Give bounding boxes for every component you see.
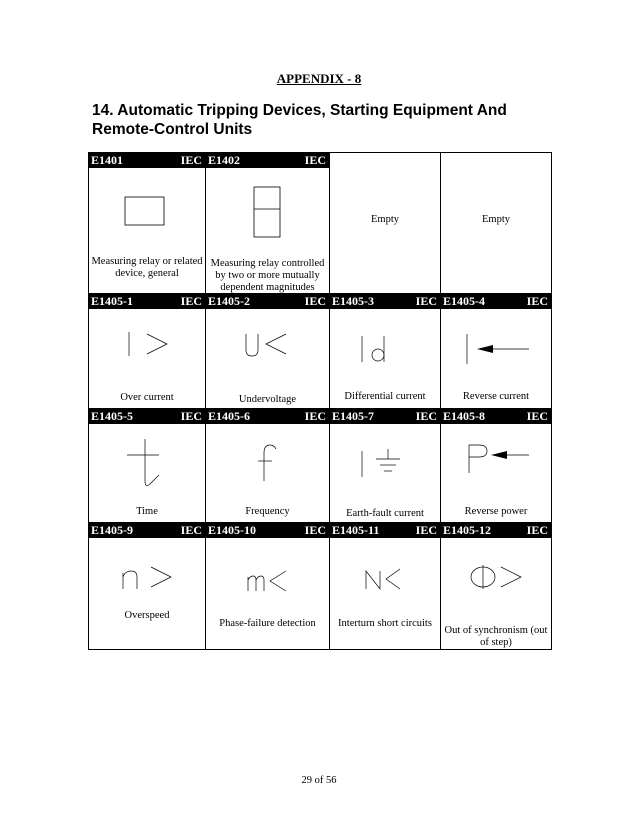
- cell-header: [89, 153, 205, 168]
- cell-standard: IEC: [415, 409, 437, 423]
- cell-caption: Frequency: [245, 506, 290, 517]
- cell-caption: Out of synchronism (out of step): [444, 625, 548, 648]
- cell-code: E1405-12: [443, 523, 491, 537]
- phase-failure-symbol: [206, 565, 329, 605]
- cell-caption: Reverse power: [464, 506, 528, 517]
- cell-header: [206, 294, 329, 309]
- cell-header: [330, 409, 440, 424]
- cell-caption: Measuring relay controlled by two or more mutually dependent magnitudes: [210, 258, 325, 293]
- cell-header: [441, 409, 551, 424]
- cell-caption: Measuring relay or related device, general: [91, 256, 203, 279]
- page-number: 29 of 56: [301, 775, 337, 786]
- cell-standard: IEC: [526, 294, 548, 308]
- symbol-cell-empty: [330, 153, 440, 293]
- symbol-cell-e1405-11: [330, 523, 440, 649]
- symbol-cell-e1405-9: [89, 523, 205, 649]
- reverse-power-symbol: [441, 439, 551, 479]
- out-of-synchronism-symbol: [441, 561, 551, 601]
- overcurrent-symbol: [89, 326, 205, 366]
- cell-standard: IEC: [526, 523, 548, 537]
- cell-code: E1405-1: [91, 294, 133, 308]
- interturn-short-symbol: [330, 563, 440, 603]
- symbol-cell-e1401: [89, 153, 205, 293]
- symbol-cell-e1405-1: [89, 294, 205, 408]
- cell-standard: IEC: [304, 153, 326, 167]
- time-symbol: [89, 435, 205, 495]
- cell-code: E1405-7: [332, 409, 374, 423]
- cell-code: E1405-10: [208, 523, 256, 537]
- cell-header: [206, 409, 329, 424]
- cell-caption: Phase-failure detection: [219, 618, 316, 629]
- cell-caption: Differential current: [344, 391, 426, 402]
- cell-caption: Time: [136, 506, 158, 517]
- cell-standard: IEC: [180, 294, 202, 308]
- cell-caption: Earth-fault current: [346, 508, 424, 519]
- cell-standard: IEC: [304, 409, 326, 423]
- cell-standard: IEC: [180, 523, 202, 537]
- cell-standard: IEC: [304, 294, 326, 308]
- symbol-cell-e1405-12: [441, 523, 551, 649]
- frequency-symbol: [206, 439, 329, 489]
- cell-code: E1405-11: [332, 523, 380, 537]
- cell-header: [206, 153, 329, 168]
- cell-code: E1405-2: [208, 294, 250, 308]
- cell-caption: Overspeed: [124, 610, 170, 621]
- cell-header: [330, 294, 440, 309]
- symbol-cell-e1405-10: [206, 523, 329, 649]
- overspeed-symbol: [89, 561, 205, 601]
- symbol-table: [88, 152, 552, 650]
- cell-standard: IEC: [526, 409, 548, 423]
- cell-standard: IEC: [180, 153, 202, 167]
- undervoltage-symbol: [206, 326, 329, 366]
- symbol-cell-empty: [441, 153, 551, 293]
- cell-header: [330, 523, 440, 538]
- symbol-cell-e1405-3: [330, 294, 440, 408]
- cell-header: [89, 523, 205, 538]
- cell-header: [89, 409, 205, 424]
- cell-header: [441, 294, 551, 309]
- differential-current-symbol: [330, 330, 440, 370]
- cell-caption: Empty: [482, 214, 510, 225]
- cell-caption: Reverse current: [462, 391, 530, 402]
- cell-standard: IEC: [415, 523, 437, 537]
- cell-code: E1405-3: [332, 294, 374, 308]
- cell-standard: IEC: [304, 523, 326, 537]
- cell-header: [441, 523, 551, 538]
- cell-code: E1405-6: [208, 409, 250, 423]
- relay-rectangle-symbol: [89, 193, 205, 233]
- symbol-cell-e1405-7: [330, 409, 440, 522]
- cell-code: E1405-4: [443, 294, 485, 308]
- cell-code: E1405-9: [91, 523, 133, 537]
- cell-standard: IEC: [415, 294, 437, 308]
- cell-caption: Undervoltage: [238, 394, 297, 405]
- cell-standard: IEC: [180, 409, 202, 423]
- cell-header: [206, 523, 329, 538]
- reverse-current-symbol: [441, 330, 551, 370]
- cell-caption: Interturn short circuits: [338, 618, 432, 629]
- cell-code: E1405-5: [91, 409, 133, 423]
- symbol-cell-e1405-6: [206, 409, 329, 522]
- section-title: 14. Automatic Tripping Devices, Starting Equipment And Remote-Control Units: [92, 102, 507, 138]
- cell-caption: Empty: [371, 214, 399, 225]
- earth-fault-symbol: [330, 445, 440, 485]
- symbol-cell-e1405-8: [441, 409, 551, 522]
- cell-caption: Over current: [120, 392, 174, 403]
- cell-code: E1405-8: [443, 409, 485, 423]
- symbol-cell-e1405-2: [206, 294, 329, 408]
- cell-code: E1402: [208, 153, 241, 167]
- symbol-cell-e1402: [206, 153, 329, 293]
- cell-code: E1401: [91, 153, 124, 167]
- appendix-heading: APPENDIX - 8: [276, 71, 362, 86]
- cell-header: [89, 294, 205, 309]
- symbol-cell-e1405-5: [89, 409, 205, 522]
- split-relay-symbol: [206, 183, 329, 243]
- symbol-cell-e1405-4: [441, 294, 551, 408]
